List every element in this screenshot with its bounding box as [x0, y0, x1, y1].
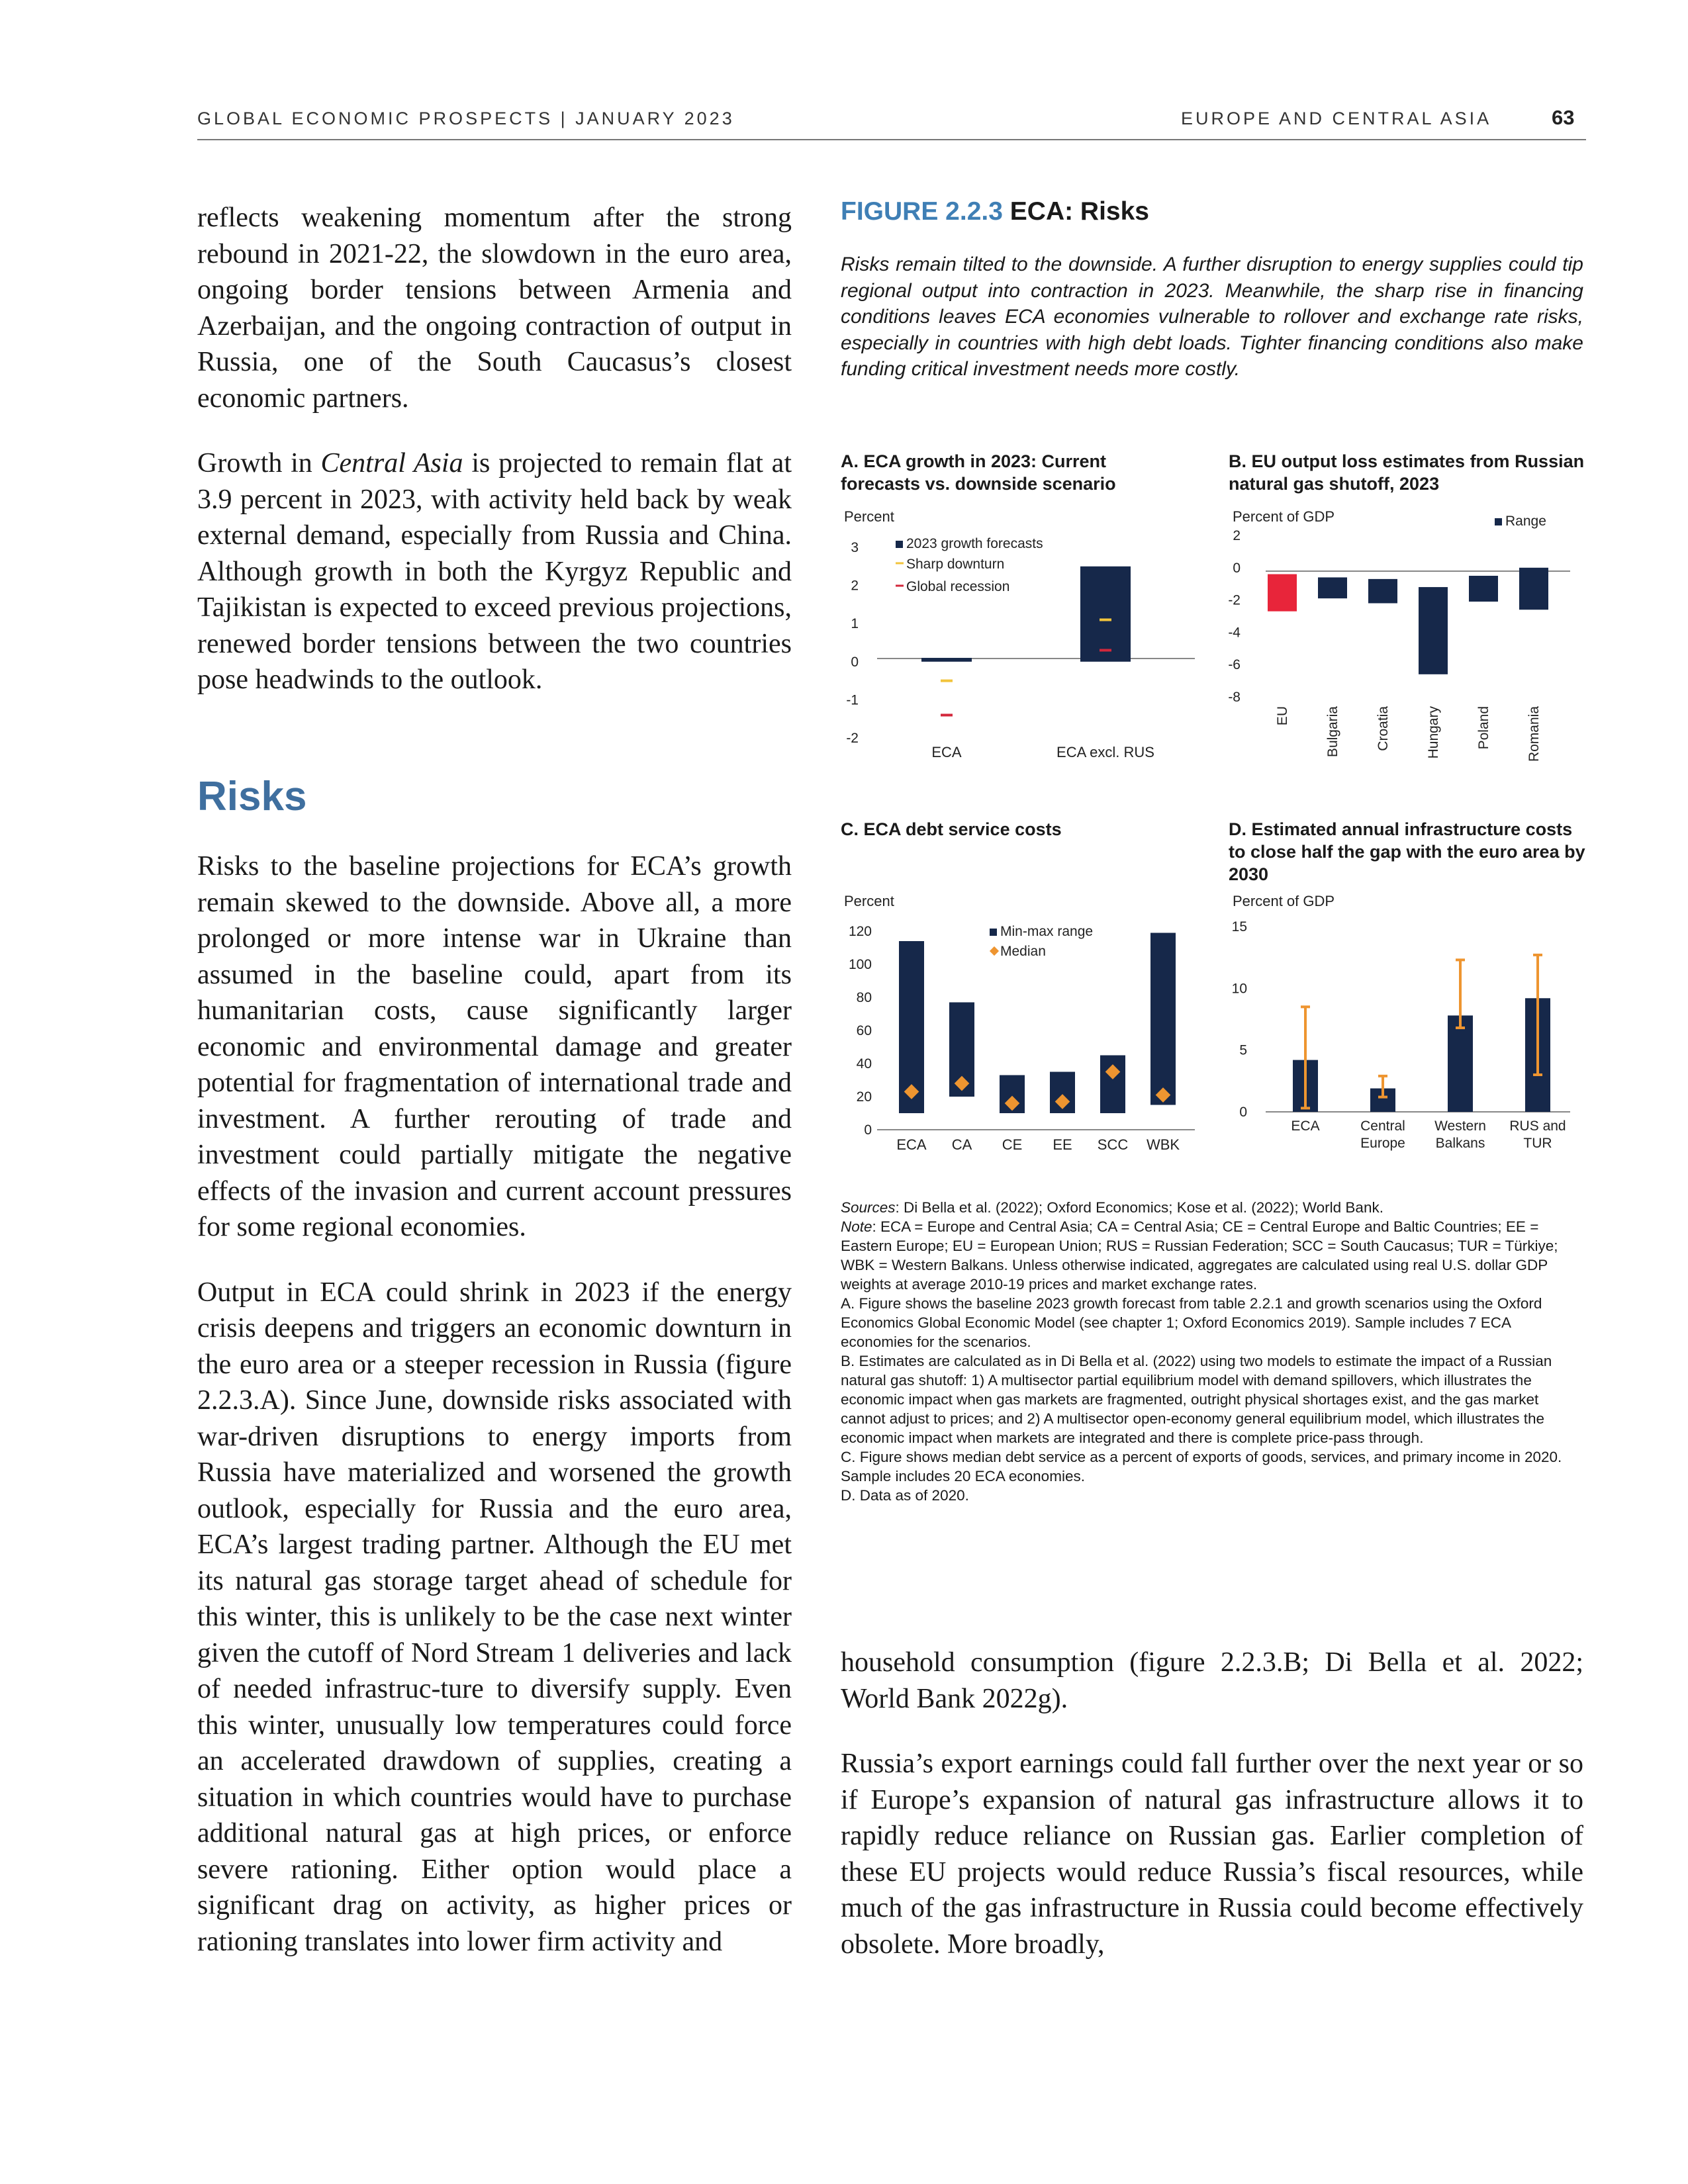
x-tick-label: WBK	[1146, 1136, 1180, 1153]
bar-range-bulgaria	[1318, 577, 1347, 598]
y-tick-label: 0	[1233, 560, 1241, 576]
figure-title: FIGURE 2.2.3 ECA: Risks	[841, 197, 1149, 226]
y-tick-label: 2	[851, 578, 859, 594]
figure-notes	[841, 1198, 1583, 1505]
x-tick-label: Bulgaria	[1325, 706, 1340, 758]
bar-range-croatia	[1368, 579, 1397, 604]
x-tick-label-line2: Balkans	[1435, 1136, 1485, 1151]
x-tick-label: CA	[951, 1136, 972, 1153]
legend-label-median: Median	[1000, 944, 1046, 959]
header-rule	[197, 139, 1586, 140]
x-tick-label: ECA	[1291, 1118, 1320, 1134]
panel-c-legend	[990, 924, 1093, 959]
bar-infrastructure-2	[1448, 1015, 1473, 1112]
legend-label-minmax: Min-max range	[1000, 924, 1094, 939]
y-tick-label: 1	[851, 616, 859, 632]
panel-b-title: B. EU output loss estimates from Russian natural gas shutoff, 2023	[1229, 451, 1585, 494]
legend-swatch-minmax	[990, 929, 997, 936]
x-tick-label: ECA excl. RUS	[1056, 744, 1154, 760]
running-header-left: GLOBAL ECONOMIC PROSPECTS | JANUARY 2023	[197, 109, 735, 128]
y-tick-label: -4	[1228, 625, 1241, 641]
y-tick-label: -8	[1228, 690, 1241, 705]
y-tick-label: 10	[1231, 981, 1247, 997]
x-tick-label: Romania	[1526, 706, 1542, 762]
x-tick-label: Central	[1360, 1118, 1405, 1134]
y-tick-label: -1	[846, 692, 859, 708]
panel-a-title: A. ECA growth in 2023: Current forecasts vs. downside scenario	[841, 451, 1116, 494]
running-header-right: EUROPE AND CENTRAL ASIA	[1181, 109, 1492, 128]
legend-label-recession: Global recession	[906, 579, 1010, 594]
paragraph: household consumption (figure 2.2.3.B; Di Bella et al. 2022; World Bank 2022g).	[841, 1647, 1583, 1714]
bar-range-eu	[1268, 574, 1297, 612]
y-tick-label: 20	[856, 1089, 872, 1105]
notes-a: A. Figure shows the baseline 2023 growth forecast from table 2.2.1 and growth scenarios using the Oxford Economics Global Economic Model (see chapter 1; Oxford Economics 2019). Sample includes 7 ECA economies for the scenarios.	[841, 1295, 1542, 1350]
x-tick-label: ECA	[931, 744, 962, 760]
x-tick-label-line2: TUR	[1523, 1136, 1552, 1151]
x-tick-label: CE	[1002, 1136, 1023, 1153]
chart-panel-b	[1226, 506, 1587, 778]
x-tick-label: Poland	[1476, 706, 1491, 750]
y-tick-label: 0	[1239, 1105, 1247, 1120]
chart-panel-c	[837, 890, 1208, 1171]
bar-range-romania	[1519, 568, 1548, 610]
left-column	[197, 200, 792, 727]
legend-label-forecast: 2023 growth forecasts	[906, 536, 1043, 551]
legend-swatch-range	[1495, 518, 1502, 525]
bar-forecast-0	[921, 658, 972, 662]
bar-minmax-scc	[1100, 1056, 1125, 1114]
notes-b: B. Estimates are calculated as in Di Bella et al. (2022) using two models to estimate the impact of a Russian natural gas shutoff: 1) A multisector partial equilibrium model with demand spillovers, which illustrates the economic impact when gas markets are fragmented, outright physical shortages exist, and the gas market cannot adjust to prices; and 2) A multisector open-economy general equilibrium model, which illustrates the economic impact when markets are integrated and there is complete price-pass through.	[841, 1353, 1552, 1446]
x-tick-label-line2: Europe	[1360, 1136, 1405, 1151]
x-tick-label: SCC	[1097, 1136, 1129, 1153]
x-tick-label: EU	[1275, 706, 1290, 726]
y-tick-label: 60	[856, 1023, 872, 1038]
chart-panel-d	[1226, 890, 1587, 1171]
left-column-lower	[197, 848, 792, 1989]
x-tick-label: ECA	[896, 1136, 927, 1153]
y-tick-label: 80	[856, 990, 872, 1005]
figure-subtitle: Risks remain tilted to the downside. A further disruption to energy supplies could tip regional output into contraction in 2023. Meanwhile, the sharp rise in financing conditions leaves ECA economies vulnerable to rollover and exchange rate risks, especially in countries with high debt loads. Tighter financing conditions also make funding critical investment needs more costly.	[841, 253, 1583, 380]
bar-range-hungary	[1419, 587, 1448, 674]
page-number: 63	[1552, 106, 1575, 129]
y-tick-label: 15	[1231, 919, 1247, 934]
bar-minmax-wbk	[1150, 933, 1176, 1105]
y-tick-label: 120	[848, 924, 872, 939]
y-tick-label: 0	[864, 1122, 872, 1138]
y-tick-label: 2	[1233, 528, 1241, 543]
x-tick-label: Western	[1434, 1118, 1486, 1134]
bar-range-poland	[1469, 576, 1498, 602]
y-tick-label: 5	[1239, 1042, 1247, 1058]
legend-label-range: Range	[1505, 514, 1546, 529]
paragraph: reflects weakening momentum after the strong rebound in 2021-22, the slowdown in the euro area, ongoing border tensions between Armenia and Azerbaijan, and the ongoing contraction of output in Russia, one of the South Caucasus’s closest economic partners.	[197, 203, 792, 414]
panel-d-ylabel: Percent of GDP	[1233, 893, 1335, 909]
legend-swatch-median	[990, 946, 999, 956]
y-tick-label: 3	[851, 540, 859, 555]
paragraph: Output in ECA could shrink in 2023 if the energy crisis deepens and triggers an economic downturn in the euro area or a steeper recession in Russia (figure 2.2.3.A). Since June, downside risks associated with war-driven disruptions to energy imports from Russia have materialized and worsened the growth outlook, especially for Russia and the euro area, ECA’s largest trading partner. Although the EU met its natural gas storage target ahead of schedule for this winter, this is unlikely to be the case next winter given the cutoff of Nord Stream 1 deliveries and lack of needed infrastruc-ture to diversify supply. Even this winter, unusually low temperatures could force an accelerated drawdown of supplies, creating a situation in which countries would have to purchase additional natural gas at high prices, or enforce severe rationing. Either option would place a significant drag on activity, as higher prices or rationing translates into lower firm activity and	[197, 1277, 792, 1957]
y-tick-label: -2	[846, 731, 859, 746]
y-tick-label: 0	[851, 654, 859, 670]
x-tick-label: EE	[1053, 1136, 1072, 1153]
y-tick-label: -6	[1228, 657, 1241, 673]
y-tick-label: 40	[856, 1056, 872, 1071]
panel-c-title: C. ECA debt service costs	[841, 819, 1062, 839]
panel-a-legend	[896, 536, 1043, 594]
paragraph: Risks to the baseline projections for ECA’s growth remain skewed to the downside. Above all, a more prolonged or more intense war in Ukraine than assumed in the baseline could, apart from its humanitarian costs, cause significantly larger economic and environmental damage and greater potential for fragmentation of international trade and investment. A further rerouting of trade and investment could partially mitigate the negative effects of the invasion and current account pressures for some regional economies.	[197, 851, 792, 1242]
notes-sources: Sources: Di Bella et al. (2022); Oxford Economics; Kose et al. (2022); World Bank.	[841, 1199, 1383, 1216]
x-tick-label: Croatia	[1376, 706, 1391, 751]
x-tick-label: Hungary	[1426, 706, 1441, 759]
panel-b-ylabel: Percent of GDP	[1233, 508, 1335, 525]
bar-forecast-1	[1080, 567, 1131, 662]
notes-c: C. Figure shows median debt service as a percent of exports of goods, services, and primary income in 2020. Sample includes 20 ECA economies.	[841, 1449, 1562, 1484]
chart-panel-a	[837, 506, 1208, 778]
paragraph: Growth in Central Asia is projected to remain flat at 3.9 percent in 2023, with activity held back by weak external demand, especially from Russia and China. Although growth in both the Kyrgyz Republic and Tajikistan is expected to exceed previous projections, renewed border tensions between the two countries pose headwinds to the outlook.	[197, 448, 792, 695]
paragraph: Russia’s export earnings could fall further over the next year or so if Europe’s expansion of natural gas infrastructure allows it to rapidly reduce reliance on Russian gas. Earlier completion of these EU projects would reduce Russia’s fiscal resources, while much of the gas infrastructure in Russia could become effectively obsolete. More broadly,	[841, 1749, 1583, 1960]
y-tick-label: 100	[848, 957, 872, 972]
panel-c-ylabel: Percent	[844, 893, 894, 909]
section-title-risks: Risks	[197, 774, 307, 819]
x-tick-label: RUS and	[1509, 1118, 1566, 1134]
notes-d: D. Data as of 2020.	[841, 1487, 969, 1504]
legend-swatch-forecast	[896, 541, 903, 548]
right-column	[841, 1645, 1583, 1991]
panel-d-title: D. Estimated annual infrastructure costs to close half the gap with the euro area by 2030	[1229, 819, 1585, 884]
notes-note: Note: ECA = Europe and Central Asia; CA = Central Asia; CE = Central Europe and Baltic Countries; EE = Eastern Europe; EU = European Union; RUS = Russian Federation; SCC = South Caucasus; TUR = Türkiye; WBK = Western Balkans. Unless otherwise indicated, aggregates are calculated using real U.S. dollar GDP weights at average 2010-19 prices and market exchange rates.	[841, 1218, 1558, 1293]
panel-a-ylabel: Percent	[844, 508, 894, 525]
legend-label-sharp: Sharp downturn	[906, 557, 1005, 572]
y-tick-label: -2	[1228, 592, 1241, 608]
